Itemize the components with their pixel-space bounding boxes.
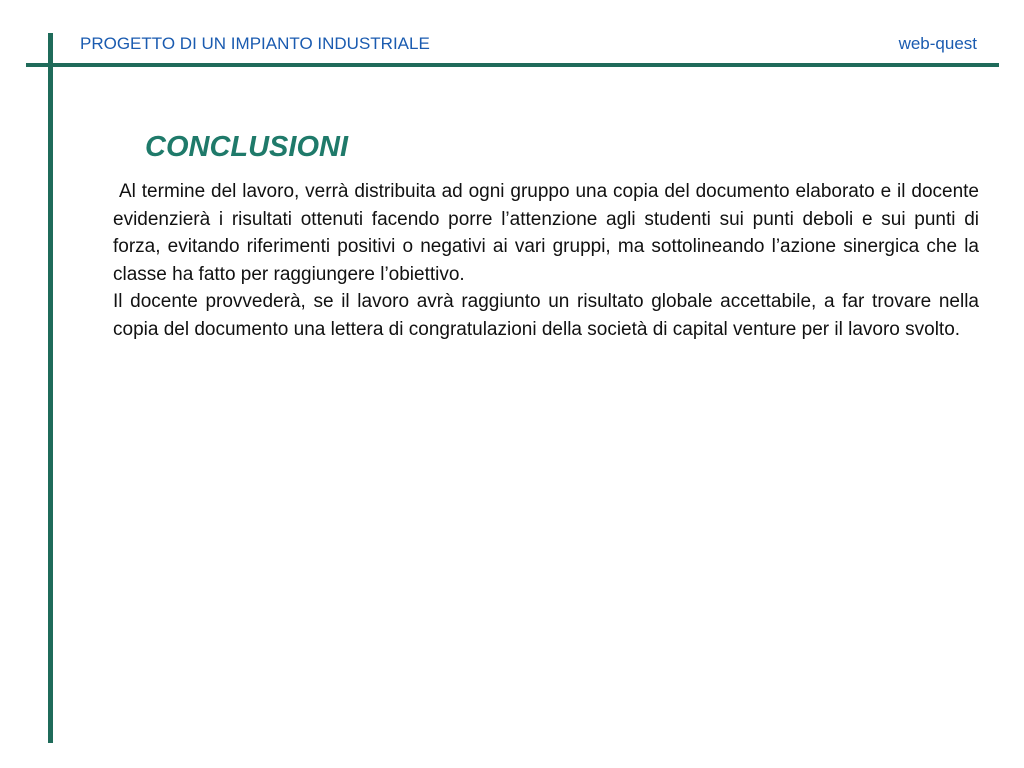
horizontal-rule: [26, 63, 999, 67]
paragraph-2: Il docente provvederà, se il lavoro avrà raggiunto un risultato globale accettabile, a far trovare nella copia del documento una lettera di congratulazioni della società di capital venture per il lavoro svolto.: [113, 291, 979, 340]
paragraph-1: Al termine del lavoro, verrà distribuita ad ogni gruppo una copia del documento elaborato e il docente evidenzierà i risultati ottenuti facendo porre l’attenzione agli studenti sui punti deboli e sui punti di forza, evitando riferimenti positivi o negativi ai vari gruppi, ma sottolineando l’azione sinergica che la classe ha fatto per raggiungere l’obiettivo.: [113, 181, 979, 285]
vertical-rule: [48, 33, 53, 743]
header-tag: web-quest: [898, 34, 977, 53]
header-title: PROGETTO DI UN IMPIANTO INDUSTRIALE: [80, 34, 430, 53]
section-heading: CONCLUSIONI: [145, 131, 348, 163]
body-text: [113, 178, 979, 343]
